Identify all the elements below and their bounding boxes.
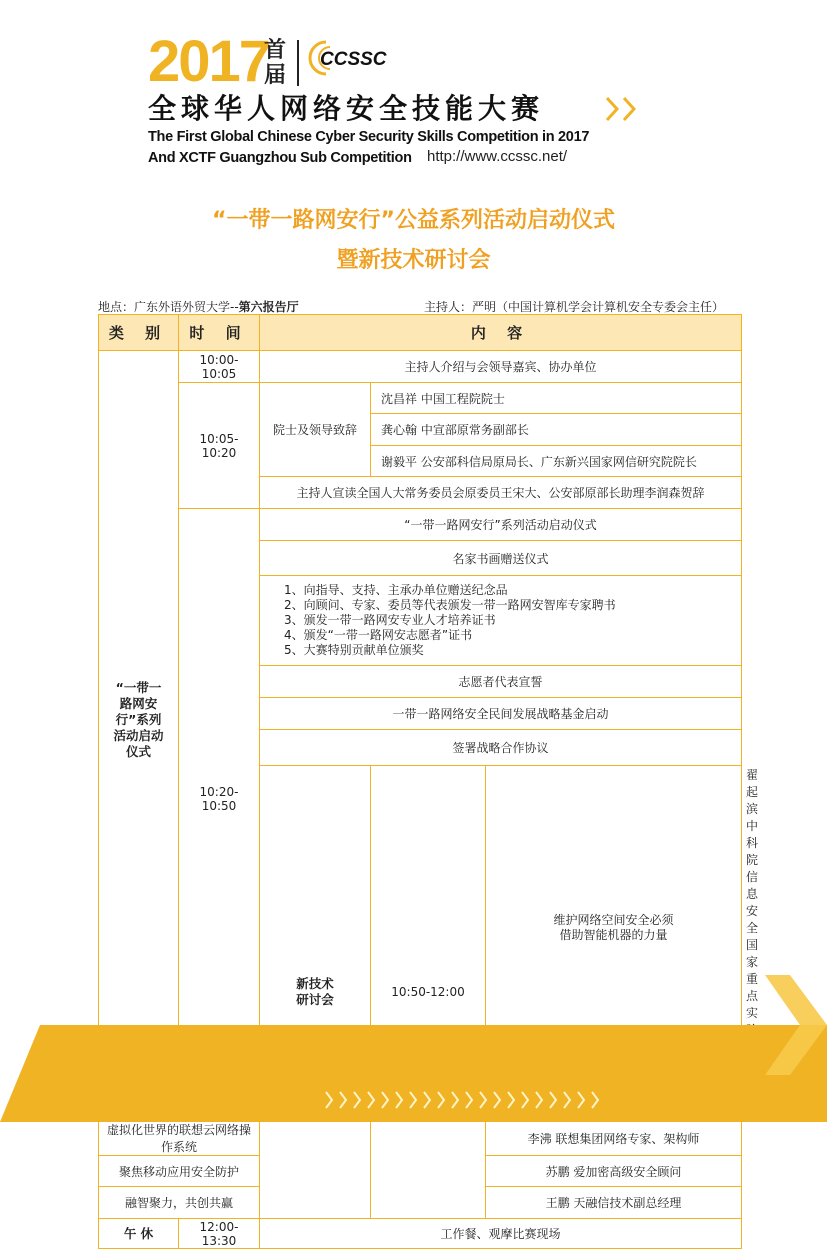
page-subtitle: 暨新技术研讨会 — [336, 248, 491, 273]
time-cell: 10:00-10:05 — [179, 351, 260, 383]
content-cell: 工作餐、观摩比赛现场 — [260, 1219, 742, 1249]
table-row — [99, 383, 742, 414]
location-hall: 第六报告厅 — [238, 300, 299, 314]
category-launch: “一带一路网安行”系列活动启动仪式 — [99, 351, 179, 1090]
time-cell: 10:05-10:20 — [179, 383, 260, 509]
location-line — [98, 298, 299, 315]
logo-brand: CCSSC — [320, 49, 387, 70]
content-cell: 主持人宣读全国人大常务委员会原委员王宋大、公安部原部长助理李润森贺辞 — [260, 477, 742, 509]
content-cell: 主持人介绍与会领导嘉宾、协办单位 — [260, 351, 742, 383]
talk-topic: 虚拟化世界的联想云网络操作系统 — [99, 1121, 260, 1156]
ccssc-logo-icon — [306, 38, 402, 78]
speaker-cell: 龚心翰 中宣部原常务副部长 — [371, 414, 742, 446]
time-cell: 10:20-10:50 — [179, 509, 260, 1090]
header-category: 类 别 — [99, 315, 179, 351]
talk-speaker: 苏鹏 爱加密高级安全顾问 — [486, 1156, 742, 1187]
talk-speaker: 王鹏 天融信技术副总经理 — [486, 1187, 742, 1219]
table-row — [99, 1219, 742, 1249]
talk-speaker: 李沸 联想集团网络专家、架构师 — [486, 1121, 742, 1156]
table-row — [99, 509, 742, 541]
time-cell: 10:50-12:00 — [371, 766, 486, 1219]
logo-english-line1: The First Global Chinese Cyber Security Skills Competition in 2017 — [148, 129, 590, 145]
list-item: 2、向顾问、专家、委员等代表颁发一带一路网安智库专家聘书 — [284, 598, 616, 612]
logo-year: 2017 — [148, 29, 270, 94]
footer-band — [0, 1025, 827, 1122]
logo-chinese-name: 全球华人网络安全技能大赛 — [148, 92, 545, 125]
category-lunch: 午 休 — [99, 1219, 179, 1249]
time-cell: 12:00-13:30 — [179, 1219, 260, 1249]
awards-list — [260, 576, 742, 666]
logo-shoujie: 首届 — [264, 38, 287, 88]
speaker-cell: 沈昌祥 中国工程院院士 — [371, 383, 742, 414]
table-row — [99, 351, 742, 383]
list-item: 4、颁发“一带一路网安志愿者”证书 — [284, 628, 473, 642]
talk-topic: 聚焦移动应用安全防护 — [99, 1156, 260, 1187]
list-item: 3、颁发一带一路网安专业人才培养证书 — [284, 613, 496, 627]
list-item: 5、大赛特别贡献单位颁奖 — [284, 643, 424, 657]
logo-url[interactable]: http://www.ccssc.net/ — [427, 148, 568, 165]
speaker-cell: 谢毅平 公安部科信局原局长、广东新兴国家网信研究院院长 — [371, 446, 742, 477]
content-cell: 志愿者代表宣誓 — [260, 666, 742, 698]
speeches-label: 院士及领导致辞 — [260, 383, 371, 477]
page-title: “一带一路网安行”公益系列活动启动仪式 — [212, 208, 615, 233]
content-cell: 名家书画赠送仪式 — [260, 541, 742, 576]
category-seminar: 新技术研讨会 — [260, 766, 371, 1219]
chevron-right-icon — [604, 94, 644, 124]
content-cell: 签署战略合作协议 — [260, 730, 742, 766]
footer-banner — [0, 970, 827, 1122]
header-time: 时 间 — [179, 315, 260, 351]
logo-divider — [297, 40, 299, 86]
content-cell: 一带一路网络安全民间发展战略基金启动 — [260, 698, 742, 730]
list-item: 1、向指导、支持、主承办单位赠送纪念品 — [284, 583, 508, 597]
header-content: 内 容 — [260, 315, 742, 351]
logo-english-line2: And XCTF Guangzhou Sub Competition — [148, 150, 412, 166]
talk-topic: 融智聚力，共创共赢 — [99, 1187, 260, 1219]
location-prefix: 地点：广东外语外贸大学-- — [98, 300, 239, 314]
content-cell: “一带一路网安行”系列活动启动仪式 — [260, 509, 742, 541]
table-header-row — [99, 315, 742, 351]
table-row: 新技术研讨会 10:50-12:00 维护网络空间安全必须借助智能机器的力量 翟起滨 中科院信息安全国家重点实 — [99, 766, 742, 1090]
host-line: 主持人：严明（中国计算机学会计算机安全专委会主任） — [424, 300, 725, 314]
talk-topic: 维护网络空间安全必须借助智能机器的力量 — [486, 766, 742, 1090]
